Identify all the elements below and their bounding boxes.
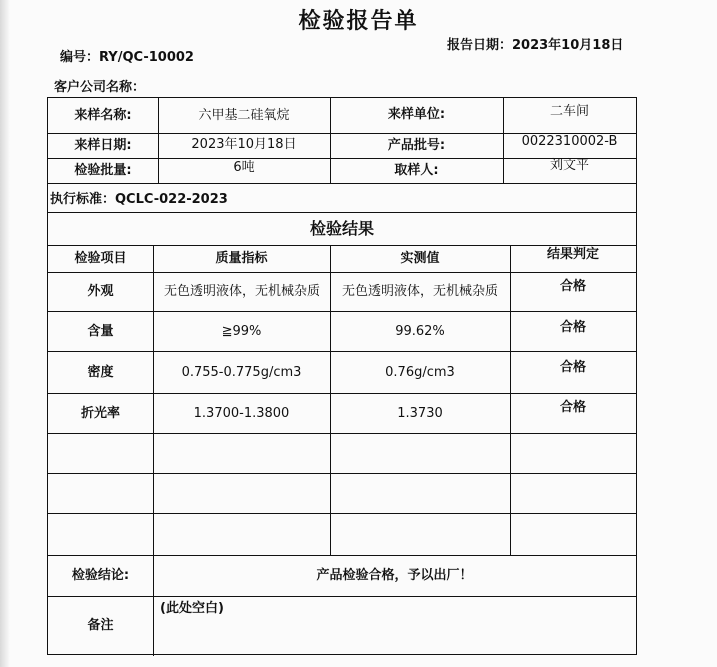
standard-line: 执行标准：QCLC-022-2023 (50, 191, 228, 207)
report-title: 检验报告单 (298, 9, 419, 34)
header-spec: 质量指标 (215, 251, 268, 266)
grid-line (48, 513, 636, 514)
sample-date-value: 2023年10月18日 (191, 136, 297, 152)
row-measured: 1.3730 (397, 405, 443, 421)
row-measured: 99.62% (395, 323, 445, 339)
results-title: 检验结果 (309, 219, 374, 238)
client-company: 客户公司名称： (54, 80, 146, 95)
sampler-value: 刘文平 (549, 157, 589, 173)
sample-name-value: 六甲基二硅氧烷 (198, 108, 290, 123)
sampler-label: 取样人: (394, 163, 439, 178)
row-item: 密度 (87, 364, 114, 380)
quantity-label: 检验批量: (74, 163, 132, 178)
row-spec: 无色透明液体，无机械杂质 (163, 284, 320, 299)
quantity-value: 6吨 (233, 159, 255, 175)
report-number: 编号：RY/QC-10002 (60, 50, 194, 65)
grid-line (48, 183, 636, 184)
batch-number-label: 产品批号: (387, 138, 446, 153)
row-spec: 1.3700-1.3800 (193, 405, 290, 421)
header-judgement: 结果判定 (546, 247, 599, 262)
row-judgement: 合格 (559, 399, 586, 415)
row-judgement: 合格 (559, 319, 586, 335)
header-item: 检验项目 (74, 251, 127, 266)
row-spec: ≧99% (221, 323, 262, 339)
sample-unit-label: 来样单位: (387, 106, 446, 122)
sample-date-label: 来样日期: (74, 138, 132, 153)
row-item: 折光率 (80, 405, 120, 421)
remarks-label: 备注 (87, 617, 114, 633)
conclusion-label: 检验结论: (71, 568, 130, 583)
sample-unit-value: 二车间 (549, 103, 589, 119)
remarks-text: (此处空白) (160, 600, 224, 616)
row-measured: 0.76g/cm3 (385, 364, 455, 380)
row-item: 含量 (87, 323, 114, 339)
batch-number-value: 0022310002-B (521, 133, 618, 149)
grid-line (48, 433, 636, 434)
row-measured: 无色透明液体，无机械杂质 (341, 284, 498, 299)
sample-name-label: 来样名称: (74, 108, 132, 123)
header-measured: 实测值 (400, 251, 440, 266)
scan-edge-shadow (0, 0, 10, 667)
conclusion-text: 产品检验合格，予以出厂！ (316, 568, 473, 583)
grid-line (48, 473, 636, 474)
report-form-table (47, 97, 637, 655)
report-date: 报告日期：2023年10月18日 (447, 38, 624, 53)
row-item: 外观 (87, 284, 114, 299)
row-judgement: 合格 (559, 278, 586, 294)
row-judgement: 合格 (559, 359, 586, 375)
row-spec: 0.755-0.775g/cm3 (181, 364, 302, 380)
